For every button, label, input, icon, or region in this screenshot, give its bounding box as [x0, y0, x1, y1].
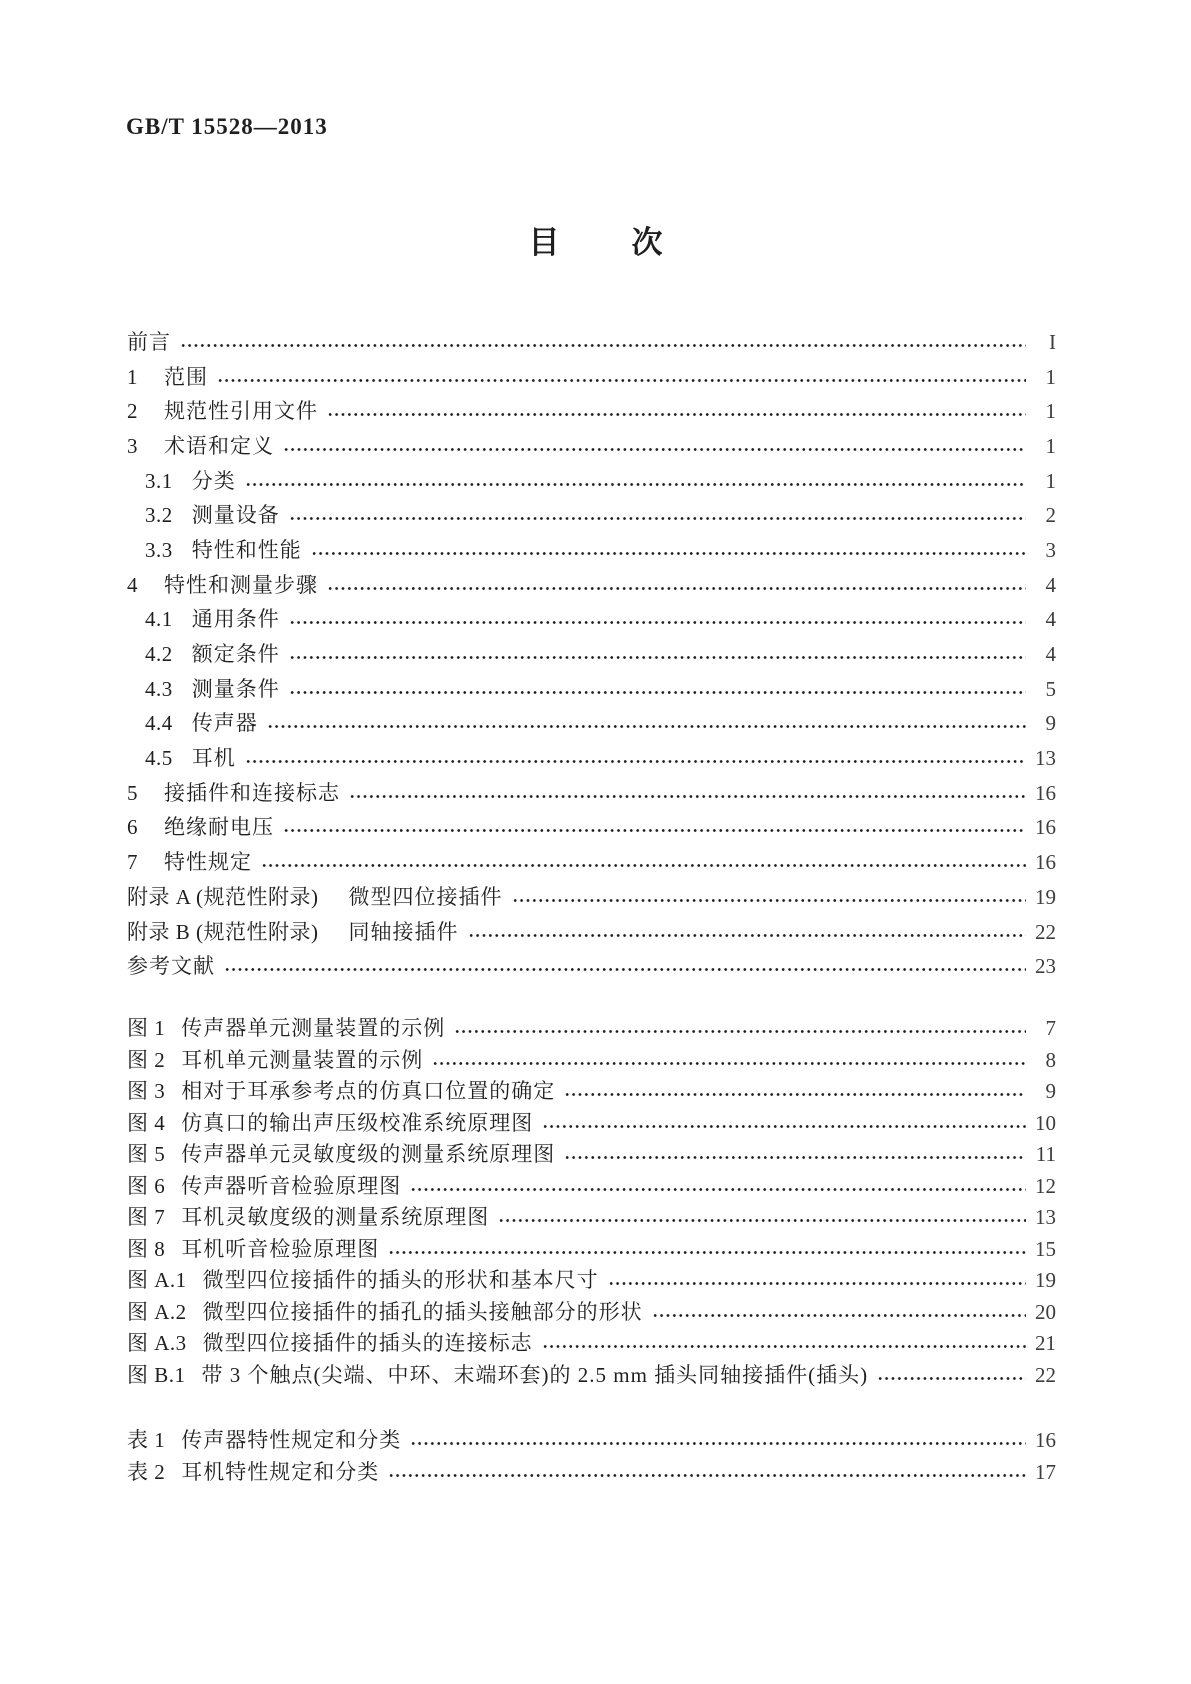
page-number: 7 — [1045, 1016, 1056, 1041]
entry-number: 3.3 — [145, 537, 173, 562]
entry-number: 图 B.1 — [127, 1362, 186, 1387]
toc-row — [127, 603, 1056, 638]
entry-number: 4.1 — [145, 607, 173, 632]
entry-title: 仿真口的输出声压级校准系统原理图 — [181, 1110, 534, 1135]
entry-number: 3 — [127, 433, 138, 458]
page-number: 9 — [1045, 1079, 1056, 1104]
page-number: 16 — [1035, 815, 1056, 840]
dot-leader — [267, 723, 1026, 730]
entry-number: 图 6 — [127, 1173, 166, 1198]
page-number: 3 — [1045, 537, 1056, 562]
dot-leader — [542, 1123, 1026, 1130]
entry-number: 附录 A (规范性附录) — [127, 884, 319, 909]
entry-number: 4.2 — [145, 642, 173, 667]
entry-title: 耳机灵敏度级的测量系统原理图 — [181, 1205, 490, 1230]
entry-title: 通用条件 — [191, 607, 280, 632]
entry-number: 3.1 — [145, 468, 173, 493]
entry-title: 传声器听音检验原理图 — [181, 1173, 402, 1198]
entry-title: 参考文献 — [127, 954, 215, 979]
dot-leader — [454, 1028, 1026, 1035]
page-number: 1 — [1045, 364, 1056, 389]
entry-title: 测量设备 — [191, 503, 280, 528]
entry-title: 测量条件 — [191, 676, 280, 701]
toc-row — [127, 1076, 1056, 1108]
toc-row — [127, 1171, 1056, 1203]
dot-leader — [349, 793, 1026, 800]
toc-row — [127, 776, 1056, 811]
entry-number: 表 2 — [127, 1459, 166, 1484]
page-number: 23 — [1035, 954, 1056, 979]
dot-leader — [877, 1375, 1026, 1382]
toc-row — [127, 429, 1056, 464]
entry-number: 图 1 — [127, 1016, 166, 1041]
page-number: 21 — [1035, 1331, 1056, 1356]
toc-row — [127, 1457, 1056, 1489]
entry-title: 术语和定义 — [164, 433, 274, 458]
toc-row — [127, 949, 1056, 984]
page-number: 8 — [1045, 1047, 1056, 1072]
toc-row — [127, 568, 1056, 603]
entry-title: 微型四位接插件的插孔的插头接触部分的形状 — [202, 1299, 643, 1324]
toc-row — [127, 464, 1056, 499]
entry-title: 耳机单元测量装置的示例 — [181, 1047, 424, 1072]
dot-leader — [217, 377, 1026, 384]
entry-number: 4.3 — [145, 676, 173, 701]
entry-title: 相对于耳承参考点的仿真口位置的确定 — [181, 1079, 556, 1104]
page-number: 19 — [1035, 1268, 1056, 1293]
dot-leader — [564, 1091, 1026, 1098]
page-number: 15 — [1035, 1236, 1056, 1261]
dot-leader — [410, 1440, 1026, 1447]
page-number: 13 — [1035, 1205, 1056, 1230]
toc-figure-list — [127, 1013, 1056, 1391]
entry-number: 附录 B (规范性附录) — [127, 919, 319, 944]
page-number: 4 — [1045, 607, 1056, 632]
entry-number: 2 — [127, 399, 138, 424]
entry-number: 5 — [127, 780, 138, 805]
dot-leader — [608, 1280, 1026, 1287]
dot-leader — [388, 1249, 1026, 1256]
toc-row — [127, 360, 1056, 395]
page-number: 19 — [1035, 884, 1056, 909]
page-number: 4 — [1045, 642, 1056, 667]
dot-leader — [289, 619, 1026, 626]
entry-number: 1 — [127, 364, 138, 389]
page-number: 9 — [1045, 711, 1056, 736]
dot-leader — [432, 1060, 1026, 1067]
entry-title: 前言 — [127, 329, 171, 354]
entry-number: 7 — [127, 850, 138, 875]
dot-leader — [224, 966, 1026, 973]
dot-leader — [311, 550, 1026, 557]
entry-title: 同轴接插件 — [348, 919, 459, 944]
entry-title: 接插件和连接标志 — [164, 780, 340, 805]
entry-title: 传声器单元灵敏度级的测量系统原理图 — [181, 1142, 556, 1167]
entry-title: 耳机 — [191, 746, 236, 771]
entry-number: 图 A.3 — [127, 1331, 187, 1356]
entry-title: 特性规定 — [164, 850, 252, 875]
entry-number: 图 A.2 — [127, 1299, 187, 1324]
toc-row — [127, 1108, 1056, 1140]
dot-leader — [327, 411, 1026, 418]
standard-number: GB/T 15528—2013 — [126, 114, 328, 139]
toc-row — [127, 915, 1056, 950]
entry-number: 3.2 — [145, 503, 173, 528]
toc-table-list — [127, 1425, 1056, 1488]
entry-number: 图 7 — [127, 1205, 166, 1230]
entry-title: 微型四位接插件 — [348, 884, 503, 909]
dot-leader — [388, 1472, 1026, 1479]
toc-section-list — [127, 325, 1056, 984]
dot-leader — [283, 446, 1026, 453]
toc-row — [127, 741, 1056, 776]
page-number: 12 — [1035, 1173, 1056, 1198]
dot-leader — [410, 1186, 1026, 1193]
entry-title: 规范性引用文件 — [164, 399, 318, 424]
entry-number: 图 A.1 — [127, 1268, 187, 1293]
page-number: 20 — [1035, 1299, 1056, 1324]
page-number: 1 — [1045, 468, 1056, 493]
page-number: I — [1049, 329, 1056, 354]
toc-row — [127, 394, 1056, 429]
entry-number: 4.4 — [145, 711, 173, 736]
dot-leader — [564, 1154, 1026, 1161]
page-number: 16 — [1035, 780, 1056, 805]
toc-row — [127, 845, 1056, 880]
page-title — [0, 217, 1191, 262]
dot-leader — [289, 689, 1026, 696]
toc-row — [127, 672, 1056, 707]
page-number: 11 — [1035, 1142, 1056, 1167]
entry-number: 表 1 — [127, 1428, 166, 1453]
toc-row — [127, 1139, 1056, 1171]
page-number: 10 — [1035, 1110, 1056, 1135]
entry-title: 传声器单元测量装置的示例 — [181, 1016, 446, 1041]
entry-title: 传声器 — [191, 711, 258, 736]
entry-title: 特性和测量步骤 — [164, 572, 318, 597]
page-title-char-right: 次 — [631, 225, 663, 260]
toc-row — [127, 637, 1056, 672]
page-number: 1 — [1045, 399, 1056, 424]
toc-row — [127, 1234, 1056, 1266]
page-number: 1 — [1045, 433, 1056, 458]
dot-leader — [652, 1312, 1026, 1319]
entry-title: 范围 — [164, 364, 208, 389]
toc-row — [127, 1265, 1056, 1297]
entry-title: 带 3 个触点(尖端、中环、末端环套)的 2.5 mm 插头同轴接插件(插头) — [201, 1362, 869, 1387]
entry-number: 4 — [127, 572, 138, 597]
toc-row — [127, 1013, 1056, 1045]
entry-title: 耳机听音检验原理图 — [181, 1236, 380, 1261]
page-number: 16 — [1035, 850, 1056, 875]
page-number: 22 — [1035, 919, 1056, 944]
dot-leader — [289, 515, 1026, 522]
entry-title: 绝缘耐电压 — [164, 815, 274, 840]
toc-row — [127, 325, 1056, 360]
dot-leader — [283, 827, 1026, 834]
dot-leader — [261, 862, 1026, 869]
entry-title: 分类 — [191, 468, 236, 493]
entry-title: 微型四位接插件的插头的形状和基本尺寸 — [202, 1268, 599, 1293]
entry-number: 图 8 — [127, 1236, 166, 1261]
toc-row — [127, 498, 1056, 533]
toc-row — [127, 1297, 1056, 1329]
entry-title: 额定条件 — [191, 642, 280, 667]
dot-leader — [327, 585, 1026, 592]
dot-leader — [245, 758, 1026, 765]
toc-row — [127, 707, 1056, 742]
entry-title: 微型四位接插件的插头的连接标志 — [202, 1331, 533, 1356]
page-number: 5 — [1045, 676, 1056, 701]
toc-row — [127, 1328, 1056, 1360]
page-title-char-left: 目 — [528, 225, 560, 260]
entry-title: 传声器特性规定和分类 — [181, 1428, 402, 1453]
toc-row — [127, 533, 1056, 568]
entry-number: 4.5 — [145, 746, 173, 771]
page-number: 17 — [1035, 1459, 1056, 1484]
dot-leader — [180, 342, 1026, 349]
entry-number: 图 3 — [127, 1079, 166, 1104]
page-number: 22 — [1035, 1362, 1056, 1387]
page-number: 4 — [1045, 572, 1056, 597]
page-number: 2 — [1045, 503, 1056, 528]
dot-leader — [245, 481, 1026, 488]
toc-row — [127, 1360, 1056, 1392]
dot-leader — [289, 654, 1026, 661]
toc-row — [127, 1045, 1056, 1077]
dot-leader — [498, 1217, 1026, 1224]
page-number: 13 — [1035, 746, 1056, 771]
page-number: 16 — [1035, 1428, 1056, 1453]
entry-number: 6 — [127, 815, 138, 840]
entry-title: 耳机特性规定和分类 — [181, 1459, 380, 1484]
entry-number: 图 5 — [127, 1142, 166, 1167]
toc-row — [127, 1425, 1056, 1457]
entry-title: 特性和性能 — [191, 537, 302, 562]
dot-leader — [468, 932, 1027, 939]
toc-row — [127, 880, 1056, 915]
entry-number: 图 4 — [127, 1110, 166, 1135]
dot-leader — [512, 897, 1027, 904]
toc-row — [127, 1202, 1056, 1234]
entry-number: 图 2 — [127, 1047, 166, 1072]
toc-row — [127, 811, 1056, 846]
dot-leader — [542, 1343, 1026, 1350]
